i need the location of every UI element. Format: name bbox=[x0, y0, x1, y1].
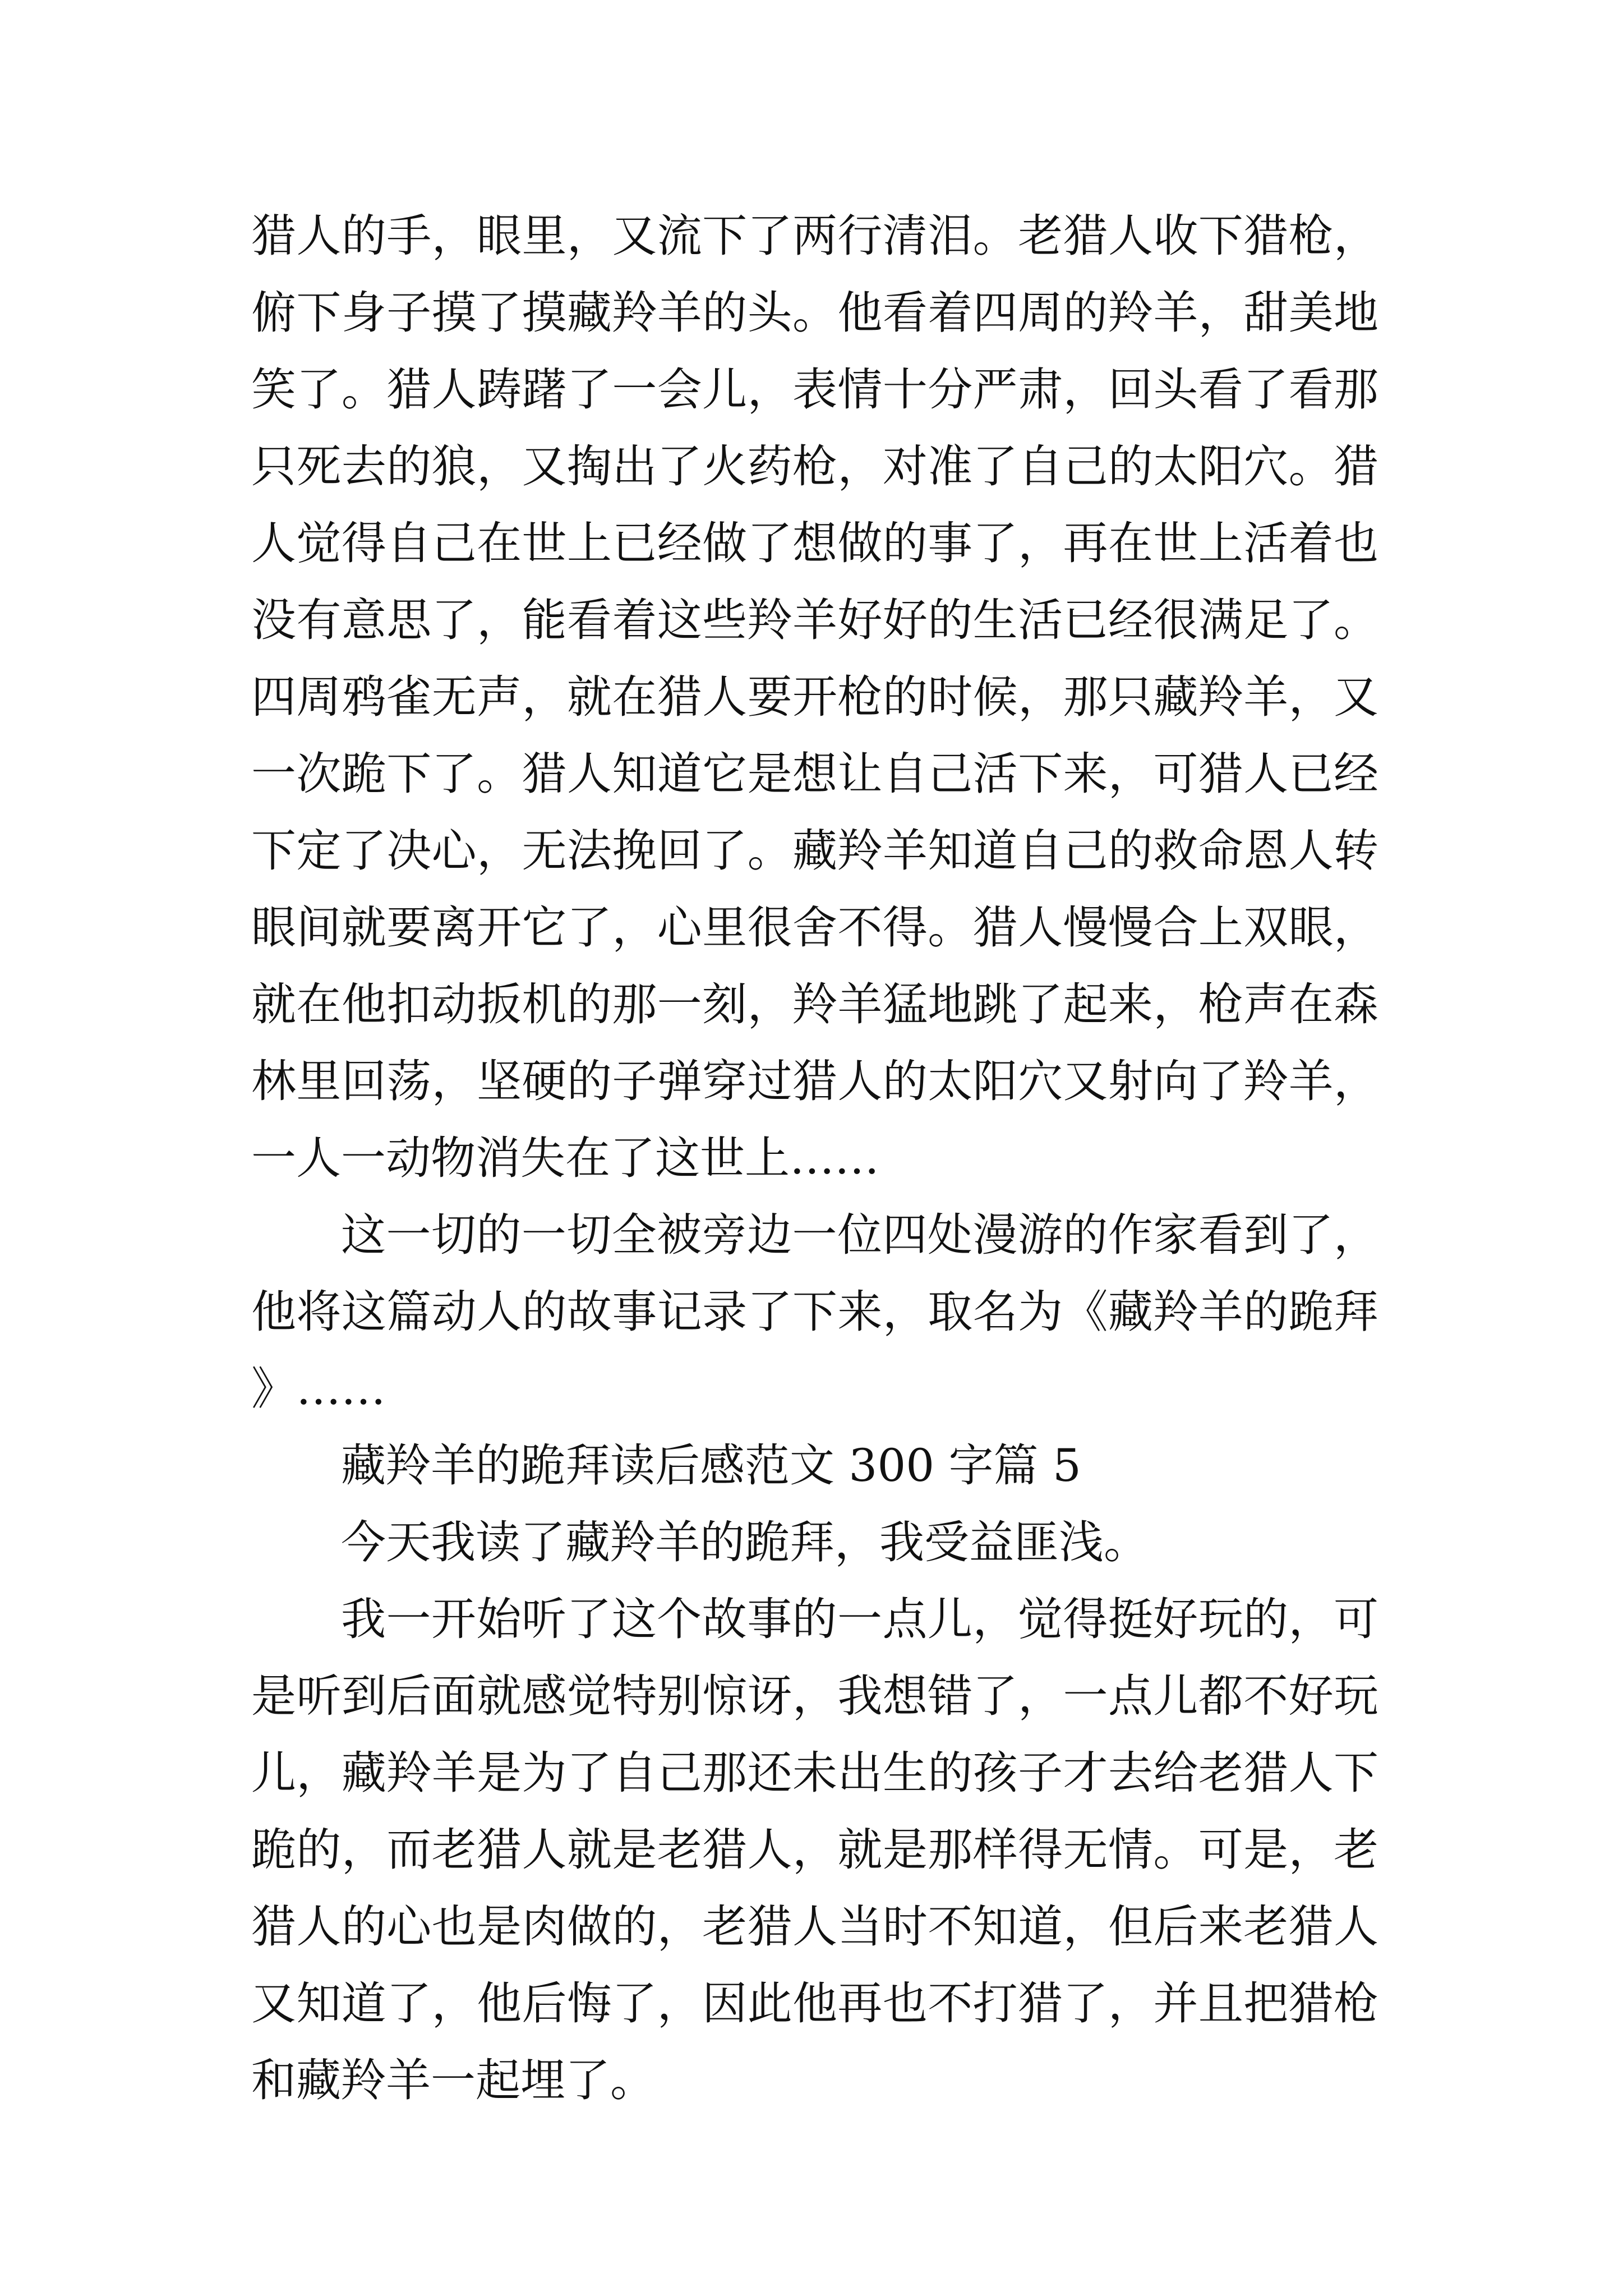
paragraph-reflection: 我一开始听了这个故事的一点儿，觉得挺好玩的，可是听到后面就感觉特别惊讶，我想错了，一点儿都不好玩儿，藏羚羊是为了自己那还未出生的孩子才去给老猎人下跪的，而老猎人就是老猎人，就是那样得无情。可是，老猎人的心也是肉做的，老猎人当时不知道，但后来老猎人又知道了，他后悔了，因此他再也不打猎了，并且把猎枪和藏羚羊一起埋了。 bbox=[251, 1593, 1378, 2106]
section-heading: 藏羚羊的跪拜读后感范文 300 字篇 5 bbox=[341, 1439, 1081, 1492]
paragraph-intro: 今天我读了藏羚羊的跪拜，我受益匪浅。 bbox=[341, 1516, 1149, 1568]
document-body bbox=[251, 197, 1378, 2119]
paragraph-story-ending: 猎人的手，眼里，又流下了两行清泪。老猎人收下猎枪，俯下身子摸了摸藏羚羊的头。他看着四周的羚羊，甜美地笑了。猎人踌躇了一会儿，表情十分严肃，回头看了看那只死去的狼，又掏出了火药枪，对准了自己的太阳穴。猎人觉得自己在世上已经做了想做的事了，再在世上活着也没有意思了，能看着这些羚羊好好的生活已经很满足了。四周鸦雀无声，就在猎人要开枪的时候，那只藏羚羊，又一次跪下了。猎人知道它是想让自己活下来，可猎人已经下定了决心，无法挽回了。藏羚羊知道自己的救命恩人转眼间就要离开它了，心里很舍不得。猎人慢慢合上双眼，就在他扣动扳机的那一刻，羚羊猛地跳了起来，枪声在森林里回荡，坚硬的子弹穿过猎人的太阳穴又射向了羚羊，一人一动物消失在了这世上…… bbox=[251, 210, 1378, 1184]
paragraph-writer-recorded: 这一切的一切全被旁边一位四处漫游的作家看到了，他将这篇动人的故事记录了下来，取名为《藏羚羊的跪拜》…… bbox=[251, 1209, 1378, 1415]
